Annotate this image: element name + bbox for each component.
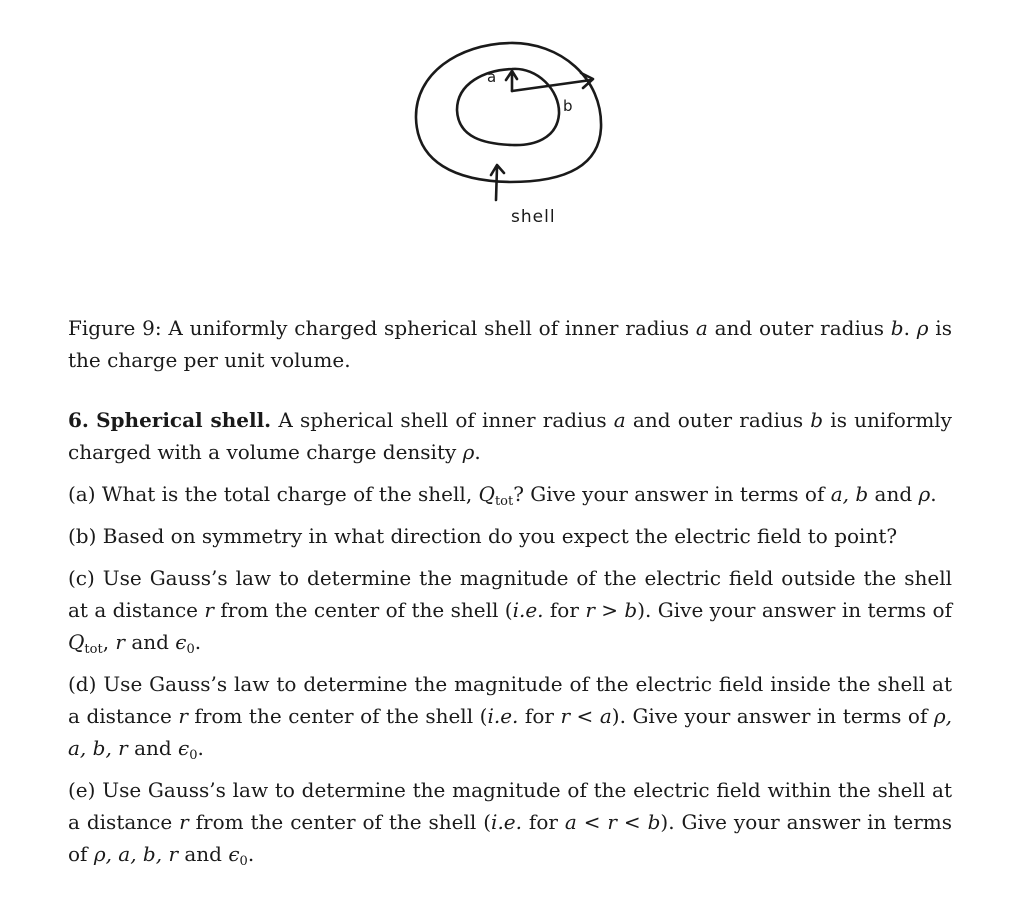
- epsilon-symbol: ϵ: [175, 630, 187, 654]
- part-c: [68, 562, 952, 658]
- caption-var-rho: ρ: [916, 316, 929, 340]
- part-d-text: for: [518, 704, 561, 728]
- part-b: [68, 520, 952, 552]
- epsilon-subscript: 0: [239, 854, 248, 869]
- q-tot-symbol: Q: [478, 482, 495, 506]
- part-d-text: (d) Use Gauss’s law to determine the magnitude of the electric field inside the shell at a distance: [68, 672, 952, 728]
- intro-text: and outer radius: [625, 408, 811, 432]
- part-c-text: from the center of the shell (: [213, 598, 513, 622]
- intro-text: is uniformly charged with a volume charge density: [68, 408, 952, 464]
- epsilon-subscript: 0: [186, 642, 195, 657]
- part-a-text: ? Give your answer in terms of: [513, 482, 831, 506]
- intro-text: A spherical shell of inner radius: [271, 408, 614, 432]
- caption-text: is the charge per unit volume.: [68, 316, 952, 372]
- part-e-text: ). Give your answer in terms of: [68, 810, 953, 866]
- part-e-text: and: [178, 842, 229, 866]
- problem-number: 6.: [68, 408, 89, 432]
- part-c-text: ,: [102, 630, 116, 654]
- outer-circle: [416, 43, 601, 182]
- part-e: [68, 774, 952, 870]
- part-c-text: and: [124, 630, 176, 654]
- part-d-text: .: [197, 736, 204, 760]
- part-a-text: (a) What is the total charge of the shell,: [68, 482, 479, 506]
- caption-text: A uniformly charged spherical shell of inner radius: [161, 316, 696, 340]
- caption-label: Figure 9:: [68, 316, 162, 340]
- part-a-text: .: [930, 482, 937, 506]
- intro-var-rho: ρ: [462, 440, 475, 464]
- outer-radius-label: b: [563, 97, 573, 115]
- q-tot-symbol: Q: [68, 630, 85, 654]
- part-a-var-rho: ρ: [918, 482, 931, 506]
- part-d-condition: r < a: [560, 704, 612, 728]
- caption-text: .: [903, 316, 917, 340]
- epsilon-symbol: ϵ: [228, 842, 240, 866]
- part-d-text: and: [127, 736, 179, 760]
- inner-radius-arrow: [506, 71, 517, 91]
- q-tot-subscript: tot: [84, 642, 103, 657]
- part-c-var-r: r: [204, 598, 214, 622]
- q-tot-subscript: tot: [494, 494, 514, 509]
- caption-text: and outer radius: [707, 316, 891, 340]
- part-e-text: .: [247, 842, 255, 866]
- part-a: [68, 478, 952, 510]
- part-c-text: ). Give your answer in terms of: [637, 598, 952, 622]
- problem-intro: [68, 404, 952, 468]
- problem-6: [68, 404, 952, 870]
- caption-var-a: a: [695, 316, 708, 340]
- caption-var-b: b: [890, 316, 904, 340]
- intro-var-a: a: [613, 408, 626, 432]
- intro-text: .: [474, 440, 481, 464]
- part-a-text: and: [868, 482, 919, 506]
- part-e-text: from the center of the shell (: [188, 810, 492, 834]
- part-e-text: for: [522, 810, 565, 834]
- part-c-ie: i.e.: [512, 598, 544, 622]
- part-c-text: (c) Use Gauss’s law to determine the magnitude of the electric field outside the shell at a distance: [68, 566, 952, 622]
- intro-var-b: b: [810, 408, 824, 432]
- part-d-vars: ρ, a, b, r: [68, 704, 953, 760]
- part-d-var-r: r: [178, 704, 188, 728]
- shell-label: shell: [511, 207, 556, 227]
- part-d: [68, 668, 952, 764]
- inner-circle: [457, 69, 559, 145]
- part-d-text: from the center of the shell (: [187, 704, 488, 728]
- part-b-text: (b) Based on symmetry in what direction do you expect the electric field to point?: [68, 524, 898, 548]
- part-d-ie: i.e.: [487, 704, 519, 728]
- epsilon-symbol: ϵ: [178, 736, 190, 760]
- epsilon-subscript: 0: [189, 748, 198, 763]
- inner-radius-label: a: [487, 68, 497, 86]
- part-e-text: (e) Use Gauss’s law to determine the magnitude of the electric field within the shell at a distance: [68, 778, 952, 834]
- part-e-condition: a < r < b: [564, 810, 661, 834]
- figure-caption: [68, 312, 952, 376]
- part-c-condition: r > b: [585, 598, 638, 622]
- part-c-text: .: [194, 630, 202, 654]
- part-e-ie: i.e.: [491, 810, 522, 834]
- part-d-text: ). Give your answer in terms of: [611, 704, 934, 728]
- part-c-text: for: [543, 598, 586, 622]
- problem-title: Spherical shell.: [96, 408, 272, 432]
- part-c-var-r: r: [115, 630, 125, 654]
- part-a-vars: a, b: [830, 482, 869, 506]
- spherical-shell-figure: [400, 36, 620, 236]
- part-e-vars: ρ, a, b, r: [93, 842, 179, 866]
- part-e-var-r: r: [179, 810, 189, 834]
